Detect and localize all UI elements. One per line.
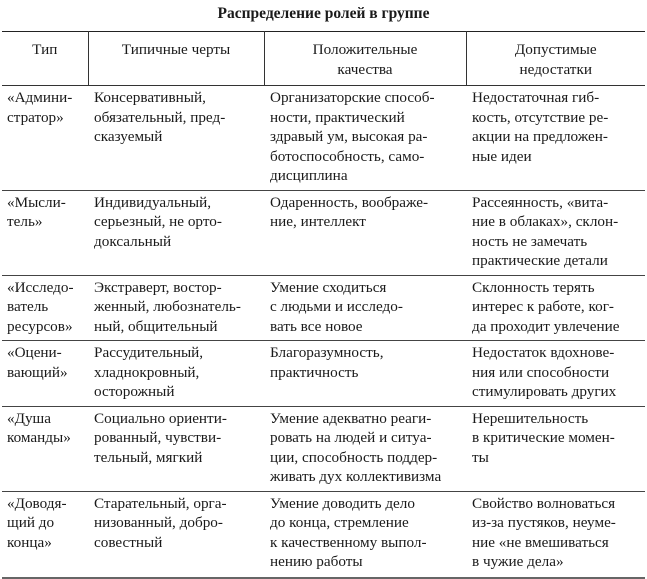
header-row <box>2 32 645 86</box>
table-title: Распределение ролей в группе <box>217 5 430 22</box>
cell-weaknesses: Склонность терять интерес к работе, ког- да проходит увлечение <box>472 278 620 335</box>
header-weaknesses: Допустимые недостатки <box>466 32 645 86</box>
cell-type: «Оцени- вающий» <box>7 344 68 381</box>
cell-positive: Умение адекватно реаги- ровать на людей и ситуа- ции, способность поддер- живать дух коллективизма <box>270 409 442 485</box>
header-positive: Положительные качества <box>264 32 466 86</box>
cell-positive: Благоразумность, практичность <box>270 344 384 381</box>
cell-positive: Организаторские способ- ности, практический здравый ум, высокая ра- ботоспособность, само- дисциплина <box>270 89 435 184</box>
cell-traits: Индивидуальный, серьезный, не орто- доксальный <box>94 193 222 250</box>
cell-type: «Админи- стратор» <box>7 89 73 126</box>
roles-table <box>2 31 645 579</box>
cell-traits: Экстраверт, востор- женный, любознатель- ный, общительный <box>94 278 241 335</box>
table-row <box>2 406 645 491</box>
table-row <box>2 341 645 407</box>
cell-type: «Мысли- тель» <box>7 193 66 230</box>
header-traits: Типичные черты <box>88 32 264 86</box>
cell-traits: Социально ориенти- рованный, чувстви- тельный, мягкий <box>94 409 227 466</box>
table-row <box>2 86 645 191</box>
cell-weaknesses: Недостаток вдохнове- ния или способности стимулировать других <box>472 344 617 400</box>
cell-weaknesses: Недостаточная гиб- кость, отсутствие ре- акции на предложен- ные идеи <box>472 89 609 165</box>
table-row <box>2 491 645 578</box>
cell-traits: Рассудительный, хладнокровный, осторожный <box>94 344 204 400</box>
cell-type: «Исследо- ватель ресурсов» <box>7 278 74 335</box>
table-row <box>2 275 645 341</box>
cell-traits: Старательный, орга- низованный, добро- совестный <box>94 494 227 551</box>
cell-type: «Душа команды» <box>7 409 71 446</box>
cell-weaknesses: Нерешительность в критические момен- ты <box>472 409 615 466</box>
header-type: Тип <box>32 41 58 58</box>
cell-positive: Одаренность, воображе- ние, интеллект <box>270 193 429 230</box>
table-row <box>2 190 645 275</box>
cell-weaknesses: Рассеянность, «вита- ние в облаках», склон- ность не замечать практические детали <box>472 193 619 269</box>
cell-weaknesses: Свойство волноваться из-за пустяков, неуме- ние «не вмешиваться в чужие дела» <box>472 494 616 570</box>
cell-positive: Умение сходиться с людьми и исследо- вать все новое <box>270 278 403 335</box>
cell-positive: Умение доводить дело до конца, стремление к качественному выпол- нению работы <box>270 494 427 570</box>
cell-type: «Доводя- щий до конца» <box>7 494 67 551</box>
cell-traits: Консервативный, обязательный, пред- сказуемый <box>94 89 226 145</box>
